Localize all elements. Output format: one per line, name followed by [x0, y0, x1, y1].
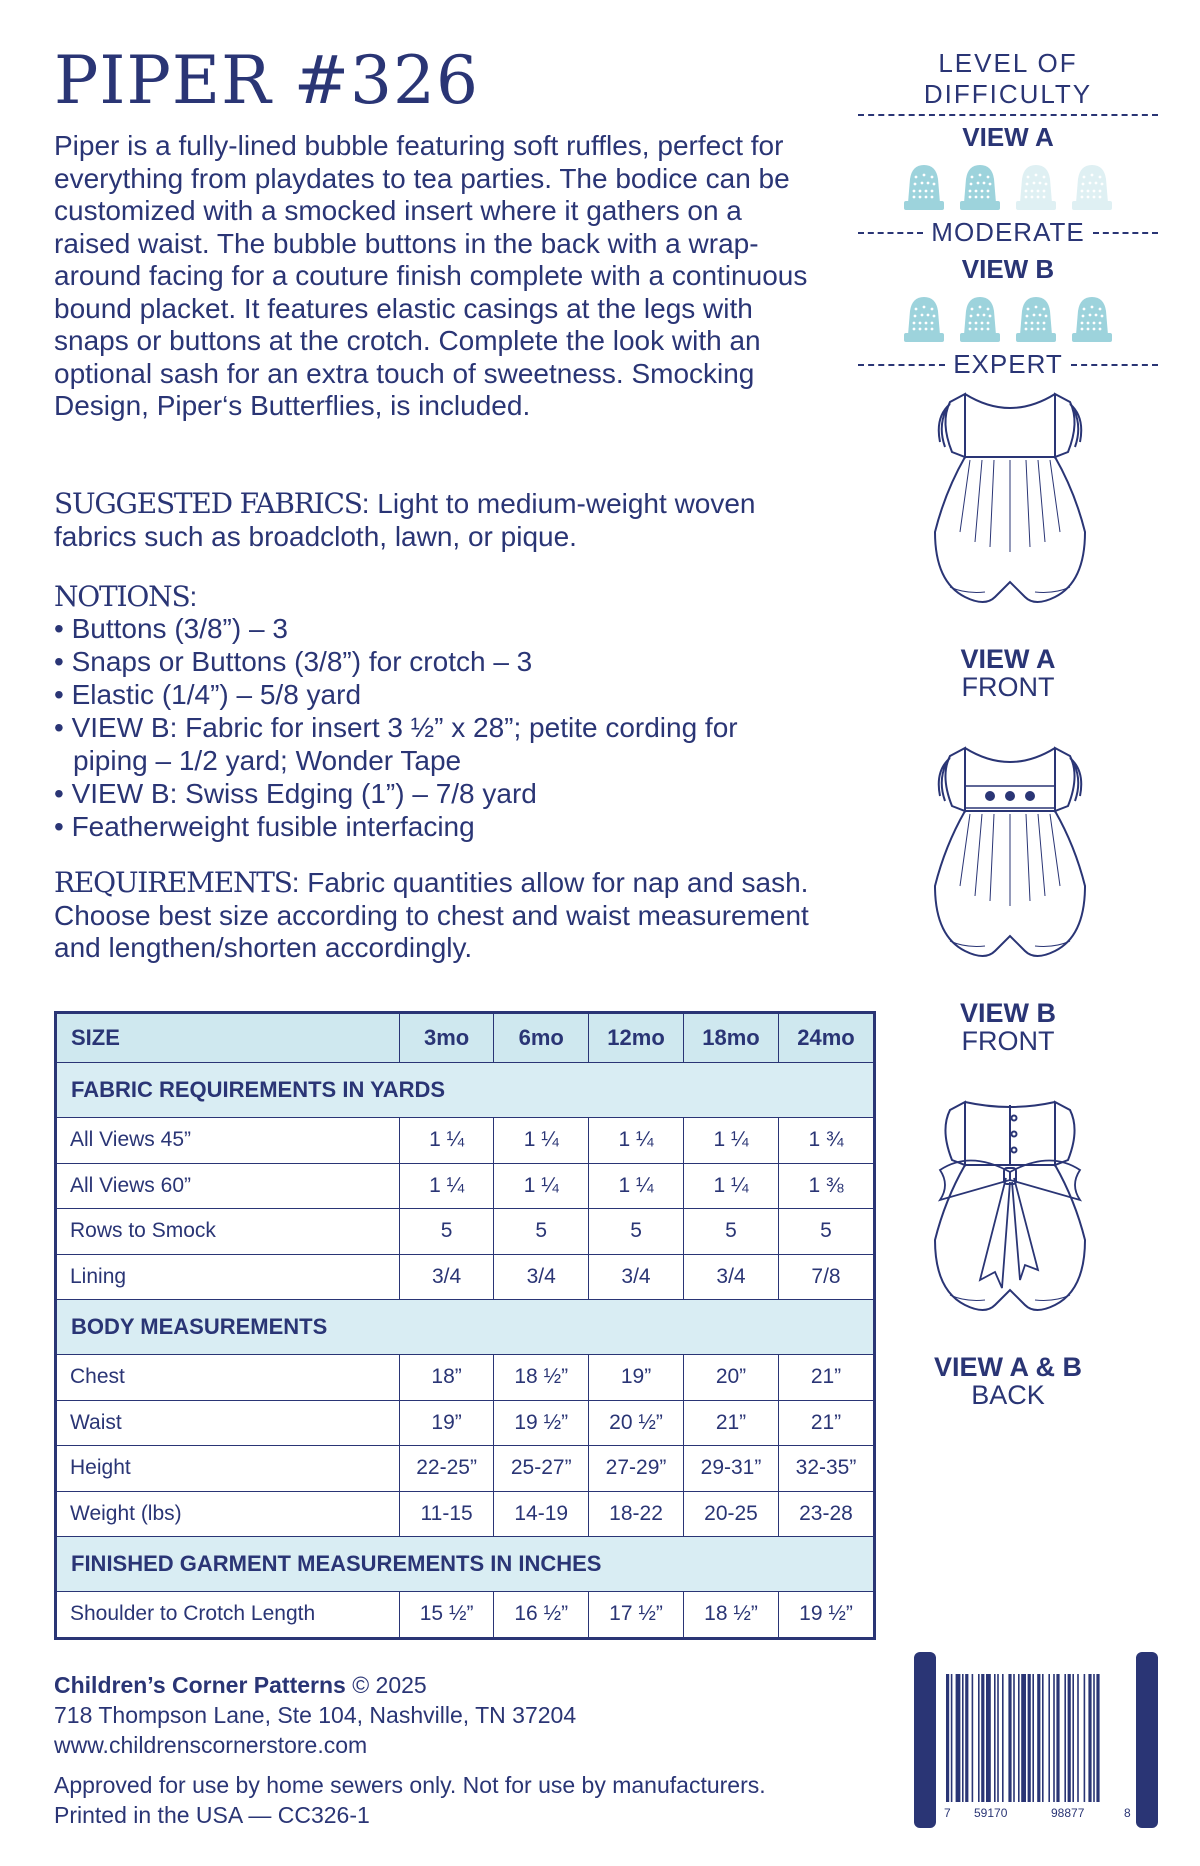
barcode: [914, 1652, 1158, 1828]
barcode-bar: [965, 1674, 968, 1802]
table-row: [56, 1163, 875, 1209]
barcode-bar: [1042, 1674, 1044, 1802]
company-name: Children’s Corner Patterns: [54, 1672, 346, 1698]
notions-list: [54, 613, 814, 844]
table-cell: 1 ¼: [494, 1163, 589, 1209]
table-cell: 5: [684, 1209, 779, 1255]
thimble-rating-view-b: [858, 295, 1158, 343]
table-row: [56, 1592, 875, 1639]
view-name: VIEW A & B: [934, 1352, 1082, 1382]
list-item: • Featherweight fusible interfacing: [54, 810, 475, 842]
barcode-bar: [1028, 1674, 1031, 1802]
table-cell: 3/4: [589, 1254, 684, 1300]
section-body-measurements: BODY MEASUREMENTS: [56, 1300, 875, 1355]
barcode-bar: [1048, 1674, 1050, 1802]
table-cell: 20 ½”: [589, 1400, 684, 1446]
table-cell: 25-27”: [494, 1446, 589, 1492]
thimble-filled-icon: [902, 163, 946, 211]
requirements: [54, 867, 814, 965]
view-b-front-illustration: [910, 736, 1110, 986]
list-item: • Buttons (3/8”) – 3: [54, 613, 288, 644]
disclaimer: Approved for use by home sewers only. Not for use by manufacturers.: [54, 1772, 766, 1798]
thimble-filled-icon: [958, 163, 1002, 211]
size-table: [54, 1011, 876, 1640]
table-cell: 5: [778, 1209, 874, 1255]
notions-heading: NOTIONS: [54, 580, 190, 613]
table-cell: 23-28: [778, 1491, 874, 1537]
table-cell: 5: [494, 1209, 589, 1255]
barcode-bar: [1093, 1674, 1095, 1802]
table-cell: 29-31”: [684, 1446, 779, 1492]
list-item: • Snaps or Buttons (3/8”) for crotch – 3: [54, 646, 533, 677]
table-cell: 20-25: [684, 1491, 779, 1537]
thimble-rating-view-a: [858, 163, 1158, 211]
difficulty-view-a-label: VIEW A: [962, 122, 1054, 152]
table-row: [56, 1254, 875, 1300]
table-section-row: [56, 1300, 875, 1355]
barcode-bar: [1077, 1674, 1079, 1802]
view-side: FRONT: [961, 1026, 1055, 1056]
view-ab-back-illustration: [910, 1090, 1110, 1340]
table-cell: 20”: [684, 1355, 779, 1401]
barcode-digit: 59170: [974, 1806, 1008, 1820]
barcode-bar: [1021, 1674, 1026, 1802]
list-item: • VIEW B: Fabric for insert 3 ½” x 28”; petite cording for piping – 1/2 yard; Wonder Tape: [54, 712, 738, 776]
table-cell: 1 ¾: [778, 1118, 874, 1164]
difficulty-title: LEVEL OF DIFFICULTY: [858, 48, 1158, 116]
barcode-bar: [962, 1674, 964, 1802]
table-cell: 15 ½”: [399, 1592, 494, 1639]
barcode-bar: [986, 1674, 991, 1802]
notions-heading-line: [54, 581, 197, 614]
difficulty-panel: [858, 48, 1158, 380]
disclaimer-block: [54, 1770, 766, 1830]
barcode-bar: [1053, 1674, 1055, 1802]
list-item: • VIEW B: Swiss Edging (1”) – 7/8 yard: [54, 777, 537, 809]
row-label: All Views 60”: [56, 1163, 400, 1209]
list-item: • Elastic (1/4”) – 5/8 yard: [54, 679, 362, 710]
thimble-filled-icon: [1070, 295, 1114, 343]
table-cell: 14-19: [494, 1491, 589, 1537]
barcode-bar: [1068, 1674, 1071, 1802]
table-cell: 21”: [778, 1400, 874, 1446]
copyright: © 2025: [345, 1672, 427, 1698]
barcode-bar: [981, 1674, 984, 1802]
row-label: Lining: [56, 1254, 400, 1300]
level-text: MODERATE: [931, 217, 1085, 247]
table-cell: 3/4: [684, 1254, 779, 1300]
table-cell: 11-15: [399, 1491, 494, 1537]
view-side: FRONT: [961, 672, 1055, 702]
table-cell: 1 ¼: [684, 1118, 779, 1164]
row-label: Waist: [56, 1400, 400, 1446]
barcode-digit: 8: [1124, 1806, 1131, 1820]
smocked-butterflies: [985, 791, 1035, 801]
barcode-digit: 7: [944, 1806, 951, 1820]
difficulty-view-b-label: VIEW B: [961, 254, 1055, 284]
row-label: Rows to Smock: [56, 1209, 400, 1255]
table-row: [56, 1491, 875, 1537]
table-row: [56, 1118, 875, 1164]
table-cell: 21”: [778, 1355, 874, 1401]
table-header-cell: SIZE: [56, 1013, 400, 1063]
barcode-bar: [951, 1674, 953, 1802]
row-label: Chest: [56, 1355, 400, 1401]
section-fabric-requirements: FABRIC REQUIREMENTS IN YARDS: [56, 1063, 875, 1118]
barcode-bar: [1013, 1674, 1015, 1802]
table-cell: 1 ⅜: [778, 1163, 874, 1209]
table-row: [56, 1209, 875, 1255]
row-label: Height: [56, 1446, 400, 1492]
table-cell: 5: [589, 1209, 684, 1255]
suggested-fabrics: [54, 488, 814, 553]
table-header-row: [56, 1013, 875, 1063]
notions-suffix: :: [189, 581, 198, 612]
table-cell: 32-35”: [778, 1446, 874, 1492]
barcode-bar: [1002, 1674, 1004, 1802]
table-header-cell: 6mo: [494, 1013, 589, 1063]
barcode-bar: [978, 1674, 980, 1802]
requirements-heading: REQUIREMENTS: [54, 866, 292, 899]
table-cell: 3/4: [494, 1254, 589, 1300]
table-cell: 27-29”: [589, 1446, 684, 1492]
table-cell: 19 ½”: [494, 1400, 589, 1446]
barcode-bar: [1037, 1674, 1040, 1802]
table-cell: 18-22: [589, 1491, 684, 1537]
barcode-bar: [1032, 1674, 1034, 1802]
thimble-empty-icon: [1014, 163, 1058, 211]
table-cell: 19 ½”: [778, 1592, 874, 1639]
table-section-row: [56, 1063, 875, 1118]
table-cell: 22-25”: [399, 1446, 494, 1492]
table-cell: 16 ½”: [494, 1592, 589, 1639]
table-cell: 21”: [684, 1400, 779, 1446]
printed-in: Printed in the USA — CC326-1: [54, 1802, 370, 1828]
table-cell: 1 ¼: [684, 1163, 779, 1209]
view-a-front-illustration: [910, 382, 1110, 632]
view-a-caption: [858, 645, 1158, 701]
table-header-cell: 3mo: [399, 1013, 494, 1063]
table-cell: 1 ¼: [494, 1118, 589, 1164]
publisher-info: [54, 1670, 576, 1760]
row-label: Weight (lbs): [56, 1491, 400, 1537]
address: 718 Thompson Lane, Ste 104, Nashville, TN 37204: [54, 1702, 577, 1728]
table-cell: 5: [399, 1209, 494, 1255]
page-title: PIPER #326: [54, 42, 480, 119]
thimble-filled-icon: [958, 295, 1002, 343]
table-cell: 17 ½”: [589, 1592, 684, 1639]
table-cell: 7/8: [778, 1254, 874, 1300]
barcode-bar: [1056, 1674, 1059, 1802]
thimble-empty-icon: [1070, 163, 1114, 211]
description: Piper is a fully-lined bubble featuring soft ruffles, perfect for everything from playdates to tea parties. The bodice can be customized with a smocked insert where it gathers on a raised waist. The bubble buttons in the back with a wrap-around facing for a couture finish complete with a continuous bound placket. It features elastic casings at the legs with snaps or buttons at the crotch. Complete the look with an optional sash for an extra touch of sweetness. Smocking Design, Piper‘s Butterflies, is included.: [54, 130, 808, 421]
table-cell: 3/4: [399, 1254, 494, 1300]
table-header-cell: 24mo: [778, 1013, 874, 1063]
view-name: VIEW A: [960, 644, 1056, 674]
table-row: [56, 1355, 875, 1401]
table-cell: 18 ½”: [494, 1355, 589, 1401]
barcode-bar: [946, 1674, 949, 1802]
view-name: VIEW B: [959, 998, 1056, 1028]
difficulty-level-a: [858, 217, 1158, 248]
view-b-caption: [858, 999, 1158, 1055]
view-side: BACK: [971, 1380, 1045, 1410]
table-cell: 1 ¼: [399, 1163, 494, 1209]
table-cell: 19”: [399, 1400, 494, 1446]
barcode-bar: [1018, 1674, 1020, 1802]
requirements-text: : Fabric quantities allow for nap and sash. Choose best size according to chest and waist measurement and lengthen/shorten accordingly.: [54, 867, 809, 963]
barcode-bar: [972, 1674, 974, 1802]
suggested-fabrics-heading: SUGGESTED FABRICS: [54, 487, 362, 520]
barcode-bar: [1088, 1674, 1091, 1802]
website-link[interactable]: www.childrenscornerstore.com: [54, 1732, 368, 1758]
barcode-bar: [1008, 1674, 1011, 1802]
suggested-fabrics-text: : Light to medium-weight woven fabrics such as broadcloth, lawn, or pique.: [54, 488, 756, 552]
barcode-bar: [1096, 1674, 1099, 1802]
difficulty-level-b: [858, 349, 1158, 380]
barcode-bar: [1072, 1674, 1074, 1802]
table-cell: 1 ¼: [589, 1118, 684, 1164]
thimble-filled-icon: [1014, 295, 1058, 343]
level-text: EXPERT: [953, 349, 1063, 379]
thimble-filled-icon: [902, 295, 946, 343]
view-ab-caption: [858, 1353, 1158, 1409]
table-cell: 1 ¼: [399, 1118, 494, 1164]
table-cell: 19”: [589, 1355, 684, 1401]
table-header-cell: 18mo: [684, 1013, 779, 1063]
section-finished-garment: FINISHED GARMENT MEASUREMENTS IN INCHES: [56, 1537, 875, 1592]
table-cell: 18 ½”: [684, 1592, 779, 1639]
barcode-bar: [997, 1674, 999, 1802]
barcode-digit: 98877: [1051, 1806, 1085, 1820]
barcode-bar: [994, 1674, 996, 1802]
barcode-bar: [956, 1674, 961, 1802]
row-label: Shoulder to Crotch Length: [56, 1592, 400, 1639]
barcode-bar: [1064, 1674, 1066, 1802]
table-section-row: [56, 1537, 875, 1592]
row-label: All Views 45”: [56, 1118, 400, 1164]
table-header-cell: 12mo: [589, 1013, 684, 1063]
table-cell: 1 ¼: [589, 1163, 684, 1209]
table-row: [56, 1400, 875, 1446]
barcode-bar: [1084, 1674, 1086, 1802]
table-cell: 18”: [399, 1355, 494, 1401]
table-row: [56, 1446, 875, 1492]
